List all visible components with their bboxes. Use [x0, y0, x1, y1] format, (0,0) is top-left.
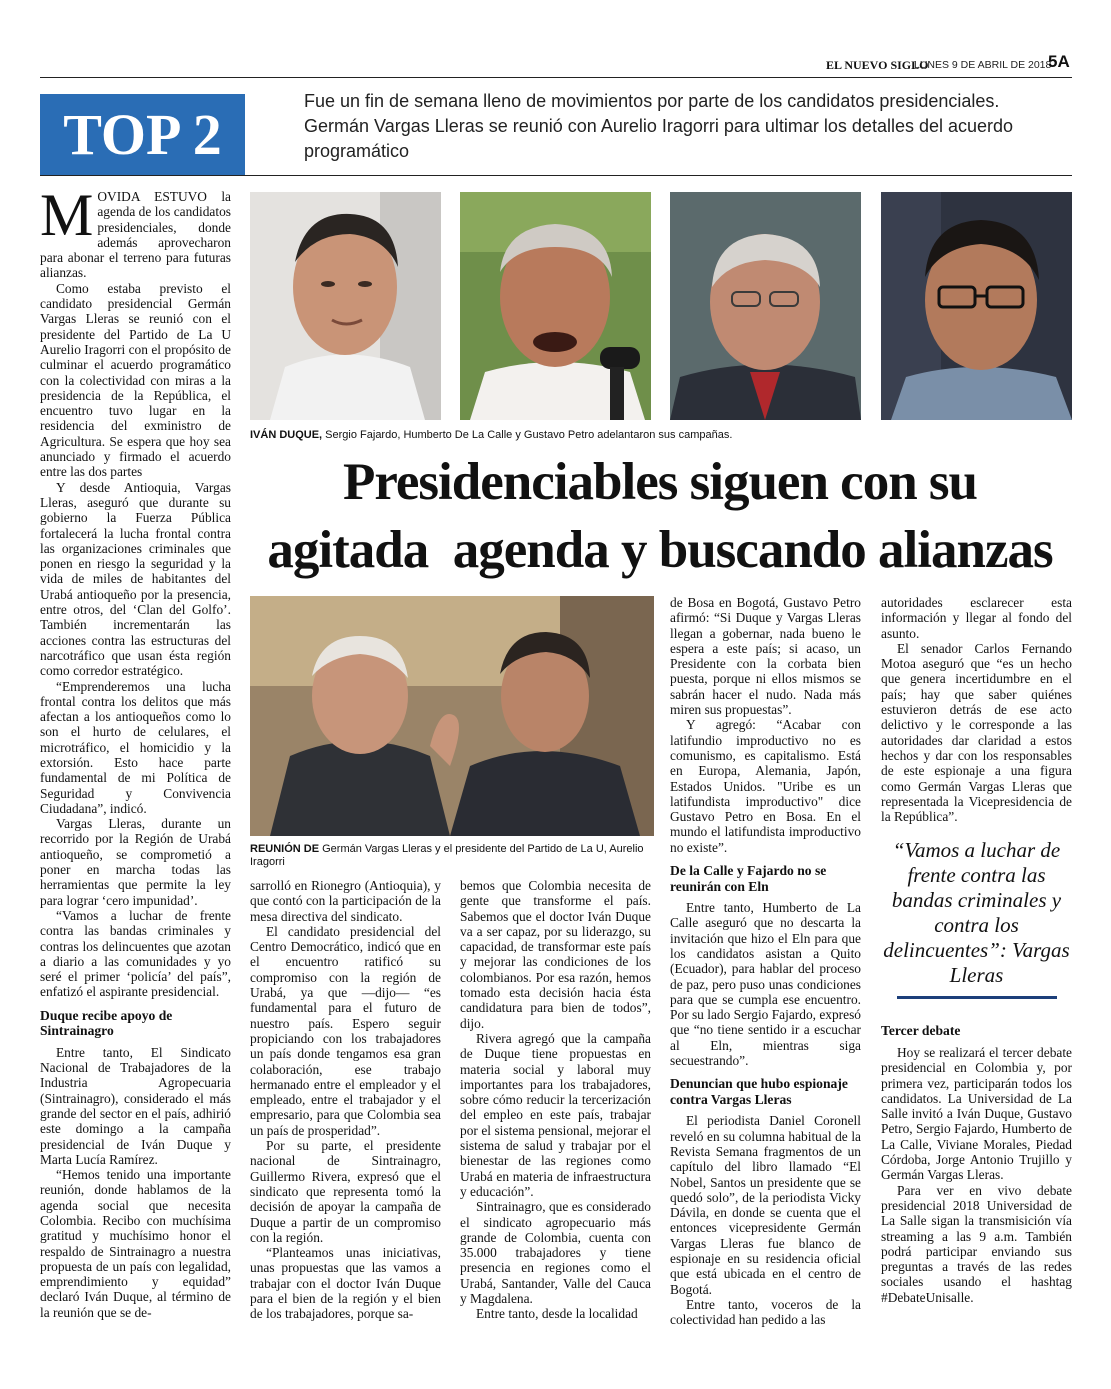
article-column-4: [670, 595, 861, 1327]
paragraph: Sintrainagro, que es considerado el sindicato agropecuario más grande de Colombia, cuenta con 35.000 trabajadores y tiene presencia en regiones como el Urabá, Santander, Valle del Cauca y Magdalena.: [460, 1199, 651, 1307]
headline-line-1: Presidenciables siguen con su: [342, 453, 978, 511]
paragraph: Como estaba previsto el candidato presidencial Germán Vargas Lleras se reunió con el presidente del Partido de La U Aurelio Iragorri con el propósito de culminar el acuerdo programático con la colectividad con miras a la presidencia de la República, el encuentro tuvo lugar en la residencia del exministro de Agricultura. Se espera que hoy sea anunciado y firmado el acuerdo entre las dos partes: [40, 280, 231, 480]
paper-name: EL NUEVO SIGLO: [826, 58, 929, 72]
photo-sergio-fajardo: [460, 192, 651, 420]
paragraph: Y desde Antioquia, Vargas Lleras, aseguró que durante su gobierno la Fuerza Pública fortalecerá la lucha frontal contra las organizaciones criminales que ponen en riesgo la seguridad y la vida de miles de habitantes del Urabá antioqueño por la presencia, entre otros, del ‘Clan del Golfo’. También incrementarán las acciones contra las estructuras del narcotráfico que usan ésta región como corredor estratégico.: [40, 479, 231, 679]
paragraph: “Planteamos unas iniciativas, unas propuestas que las vamos a trabajar con el doctor Iván Duque para el bien de la región y el bien de los trabajadores, porque sa-: [250, 1245, 441, 1322]
pull-quote-text: “Vamos a luchar de frente contra las bandas criminales y contra los delincuentes”: Vargas Lleras: [883, 838, 1070, 988]
paragraph: Hoy se realizará el tercer debate presidencial en Colombia y, por primera vez, participarán todos los candidatos. La Universidad de La Salle invitó a Iván Duque, Gustavo Petro, Sergio Fajardo, Humberto de La Calle, Viviane Morales, Piedad Córdoba, Jorge Antonio Trujillo y Germán Vargas Lleras.: [881, 1044, 1072, 1183]
headline-line-2: agitada agenda y buscando alianzas: [267, 521, 1053, 579]
subhead-eln: De la Calle y Fajardo no se reunirán con Eln: [670, 863, 827, 894]
paragraph: El senador Carlos Fernando Motoa aseguró que “es un hecho que genera incertidumbre en el país; hay que saber quiénes estuvieron detrás de ese acto delictivo y le corresponde a las autoridades dar claridad a estos hechos y dar con los responsables de este espionaje a una figura como Germán Vargas Lleras que representada la Vicepresidencia de la República”.: [881, 640, 1072, 825]
photo-ivan-duque: [250, 192, 441, 420]
caption-lead: IVÁN DUQUE,: [250, 429, 323, 441]
top-rule: [40, 77, 1072, 78]
lead-paragraph: [40, 182, 231, 281]
paragraph: Entre tanto, Humberto de La Calle aseguró que no descarta la invitación que hizo el Eln para que los candidatos asistan a Quito (Ecuador), para hablar del proceso de paz, pero puso unas condiciones para que se cumpla ese encuentro. Por su lado Sergio Fajardo, expresó que “no tiene sentido ir a escuchar al Eln, mientras siga secuestrando”.: [670, 900, 861, 1069]
paragraph: Para ver en vivo debate presidencial 2018 Universidad de La Salle sigan la transmisición vía streaming a las 9 a.m. También podrá participar enviando sus preguntas a través de las redes sociales usando el hashtag #DebateUnisalle.: [881, 1182, 1072, 1305]
article-column-2: [250, 878, 441, 1322]
paragraph: Vargas Lleras, durante un recorrido por la Región de Urabá antioqueño, se comprometió a poner en marcha todas las herramientas que permite la ley para lograr ‘cero impunidad’.: [40, 816, 231, 908]
section-badge: [40, 94, 245, 176]
paragraph: Por su parte, el presidente nacional de Sintrainagro, Guillermo Rivera, expresó que el sindicato que representa tomó la decisión de apoyar la campaña de Duque a partir de un compromiso con la región.: [250, 1138, 441, 1245]
paragraph: Entre tanto, voceros de la colectividad han pedido a las: [670, 1296, 861, 1328]
photo-meeting: [250, 596, 654, 836]
pull-quote: [881, 838, 1072, 1005]
paragraph: bemos que Colombia necesita de gente que transforme el país. Sabemos que el doctor Iván Duque va a ser capaz, por su liderazgo, su capacidad, de transformar este país y mejorar las condiciones de los colombianos. Por esa razón, hemos tomado esta decisión hacia ésta candidatura para bien de todos”, dijo.: [460, 878, 651, 1031]
meeting-caption-text: Germán Vargas Lleras y el presidente del Partido de La U, Aurelio Iragorri: [250, 843, 644, 868]
paragraph: autoridades esclarecer esta información y llegar al fondo del asunto.: [881, 595, 1072, 641]
photo-gustavo-petro: [881, 192, 1072, 420]
subhead-sintrainagro: Duque recibe apoyo de Sintrainagro: [40, 1007, 173, 1039]
paragraph: Entre tanto, El Sindicato Nacional de Trabajadores de la Industria Agropecuaria (Sintrainagro), considerado el más grande del sector en el país, adhirió este domingo a la campaña presidencial de Iván Duque y Marta Lucía Ramírez.: [40, 1044, 231, 1167]
paragraph: “Vamos a luchar de frente contra las bandas criminales y contras los delincuentes que azotan a diario a las comunidades y yo seré el primer ‘policía’ del país”, enfatizó el aspirante presidencial.: [40, 907, 231, 1000]
deck: Fue un fin de semana lleno de movimientos por parte de los candidatos presidenciales. Germán Vargas Lleras se reunió con Aurelio Iragorri para ultimar los detalles del acuerdo programático: [304, 91, 1014, 161]
masthead: [826, 52, 1076, 74]
photo-humberto-de-la-calle: [670, 192, 861, 420]
subhead-tercer-debate: Tercer debate: [881, 1023, 961, 1039]
drop-cap: M: [40, 182, 94, 248]
paragraph: “Emprenderemos una lucha frontal contra los delitos que más afectan a los antioqueños como lo son el hurto de celulares, el microtráfico, el homicidio y la extorsión. Esto hace parte fundamental de mi Política de Seguridad y Convivencia Ciudadana”, indicó.: [40, 678, 231, 816]
meeting-caption-lead: REUNIÓN DE: [250, 843, 320, 855]
deck-rule: [40, 175, 1072, 176]
issue-date: LUNES 9 DE ABRIL DE 2018: [914, 59, 1052, 71]
paragraph: El periodista Daniel Coronell reveló en su columna habitual de la Revista Semana fragmentos de un capítulo del libro llamado “El Nobel, Santos un presidente que se quedó solo”, de la periodista Vicky Dávila, en donde se cuenta que el entonces vicepresidente Germán Vargas Lleras fue blanco de espionaje en su residencia oficial que está ubicada en el centro de Bogotá.: [670, 1113, 861, 1297]
article-column-3: [460, 878, 651, 1322]
paragraph: Entre tanto, desde la localidad: [476, 1306, 638, 1322]
section-badge-label: TOP 2: [63, 102, 222, 167]
article-column-5: [881, 595, 1072, 1305]
photo-row-caption: [250, 429, 1070, 442]
page-number: 5A: [1048, 52, 1070, 71]
paragraph: Rivera agregó que la campaña de Duque tiene propuestas en materia social y laboral muy importantes para los trabajadores, sobre cómo reducir la tercerización del empleo en este país, trabajar por el sistema pensional, mejorar el sistema de salud y trabajar por el bienestar de las regiones como Urabá en materia de infraestructura y educación”.: [460, 1030, 651, 1199]
paragraph: Y agregó: “Acabar con latifundio improductivo no es comunismo, es capitalismo. Está en Europa, Alemania, Japón, Estados Unidos. "Uribe es un latifundista improductivo" dice Gustavo Petro en Bosa. En el mundo el latifundista improductivo no existe”.: [670, 717, 861, 855]
subhead-espionaje: Denuncian que hubo espionaje contra Vargas Lleras: [670, 1076, 848, 1107]
paragraph: “Hemos tenido una importante reunión, donde hablamos de la agenda social que necesita Colombia. Recibo con muchísima gratitud y muchísimo honor el respaldo de Sintrainagro a nuestra propuesta de un país con legalidad, emprendimiento y equidad” declaró Iván Duque, al término de la reunión que se de-: [40, 1167, 231, 1320]
meeting-caption: [250, 843, 650, 869]
article-column-1: [40, 182, 231, 1320]
pull-quote-rule: [897, 996, 1057, 999]
paragraph: El candidato presidencial del Centro Democrático, indicó que en el encuentro ratificó su compromiso con la región de Urabá, ya que —dijo— “es fundamental para el futuro de nuestro país. Espero seguir propiciando con los trabajadores un país donde tengamos esa gran colaboración, ese trabajo hermanado entre el empleador y el empleado, entre el trabajador y el empresario, para que Colombia sea un país de prosperidad”.: [250, 923, 441, 1138]
paragraph: de Bosa en Bogotá, Gustavo Petro afirmó: “Si Duque y Vargas Lleras llegan a gobernar, nada bueno le espera a este país; si acaso, un Presidente con la corbata bien puesta, porque ni ellos mismos se sabrán hacer el nudo. Nada más miren sus propuestas”.: [670, 595, 861, 718]
paragraph: sarrolló en Rionegro (Antioquia), y que contó con la participación de la mesa directiva del sindicato.: [250, 878, 441, 924]
caption-text: Sergio Fajardo, Humberto De La Calle y Gustavo Petro adelantaron sus campañas.: [322, 429, 733, 441]
lead-text: OVIDA ESTUVO la agenda de los candidatos presidenciales, donde además aprovecharon para abonar el terreno para futuras alianzas.: [40, 189, 231, 281]
